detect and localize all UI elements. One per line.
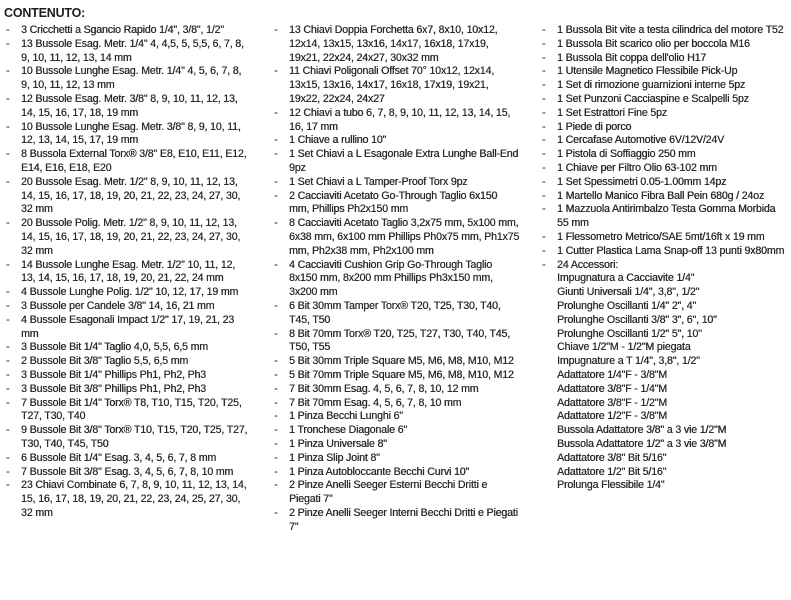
list-item (272, 369, 520, 383)
list-item-text: Prolunghe Oscillanti 1/2" 5", 10" (557, 327, 702, 340)
dash-bullet-icon: - (6, 24, 10, 36)
list-item (4, 479, 252, 520)
dash-bullet-icon: - (542, 175, 546, 188)
dash-bullet-icon: - (542, 230, 546, 243)
list-item (272, 148, 520, 176)
list-item-text: 24 Accessori: (557, 258, 619, 271)
dash-bullet-icon: - (6, 120, 10, 133)
list-item-text: 1 Set Spessimetri 0.05-1.00mm 14pz (557, 175, 727, 188)
list-item-text: 2 Bussole Bit 3/8" Taglio 5,5, 6,5 mm (21, 355, 189, 368)
list-item-text: Adattatore 3/8"F - 1/4"M (557, 382, 667, 395)
list-item-text: Prolunghe Oscillanti 3/8" 3", 6", 10" (557, 313, 717, 326)
list-item (540, 203, 788, 231)
list-item (540, 272, 788, 286)
list-item (540, 134, 788, 148)
dash-bullet-icon: - (274, 24, 278, 36)
dash-bullet-icon: - (274, 134, 278, 147)
list-item-text: 3 Bussole Bit 1/4" Phillips Ph1, Ph2, Ph3 (21, 368, 206, 381)
dash-bullet-icon: - (274, 189, 278, 202)
dash-bullet-icon: - (274, 368, 278, 381)
list-item (4, 452, 252, 466)
dash-bullet-icon: - (6, 258, 10, 271)
dash-bullet-icon: - (6, 355, 10, 368)
list-item-text: Adattatore 1/2"F - 3/8"M (557, 410, 667, 423)
dash-bullet-icon: - (6, 175, 10, 188)
list-item-text: Bussola Adattatore 1/2" a 3 vie 3/8"M (557, 437, 727, 450)
dash-bullet-icon: - (6, 368, 10, 381)
list-item (4, 24, 252, 38)
list-item-text: 12 Chiavi a tubo 6, 7, 8, 9, 10, 11, 12, 13, 14, 15, 16, 17 mm (289, 106, 511, 133)
list-item (4, 286, 252, 300)
list-item (4, 314, 252, 342)
dash-bullet-icon: - (6, 313, 10, 326)
list-item (540, 176, 788, 190)
list-item (272, 176, 520, 190)
list-item-text: 6 Bit 30mm Tamper Torx® T20, T25, T30, T40, T45, T50 (289, 299, 501, 326)
list-item (272, 355, 520, 369)
dash-bullet-icon: - (6, 286, 10, 299)
list-item (540, 341, 788, 355)
list-item (540, 38, 788, 52)
list-item (540, 300, 788, 314)
content-columns (4, 24, 788, 534)
list-item-text: 2 Pinze Anelli Seeger Esterni Becchi Dritti e Piegati 7" (289, 479, 488, 506)
list-item-text: 6 Bussole Bit 1/4" Esag. 3, 4, 5, 6, 7, 8 mm (21, 451, 217, 464)
dash-bullet-icon: - (542, 189, 546, 202)
list-item-text: 8 Cacciaviti Acetato Taglio 3,2x75 mm, 5x100 mm, 6x38 mm, 6x100 mm Phillips Ph0x75 mm, Ph1x75 mm, Ph2x38 mm, Ph2x100 mm (289, 217, 520, 257)
column-2 (272, 24, 520, 534)
dash-bullet-icon: - (542, 79, 546, 92)
list-item (540, 121, 788, 135)
list-item-text: 14 Bussole Lunghe Esag. Metr. 1/2" 10, 11, 12, 13, 14, 15, 16, 17, 18, 19, 20, 21, 22, 24 mm (21, 258, 235, 285)
list-item (540, 148, 788, 162)
list-item (540, 231, 788, 245)
list-item-text: Prolunga Flessibile 1/4" (557, 479, 665, 492)
list-item (540, 438, 788, 452)
dash-bullet-icon: - (274, 299, 278, 312)
list-item-text: 11 Chiavi Poligonali Offset 70° 10x12, 12x14, 13x15, 13x16, 14x17, 16x18, 17x19, 19x21, 19x22, 22x24, 24x27 (289, 65, 494, 105)
dash-bullet-icon: - (274, 355, 278, 368)
dash-bullet-icon: - (6, 37, 10, 50)
list-item (272, 397, 520, 411)
list-item (4, 383, 252, 397)
list-item-text: 1 Flessometro Metrico/SAE 5mt/16ft x 19 mm (557, 230, 765, 243)
list-item (272, 217, 520, 258)
list-item-text: 1 Pinza Universale 8" (289, 437, 387, 450)
list-item-text: 1 Pistola di Soffiaggio 250 mm (557, 148, 696, 161)
list-item (272, 107, 520, 135)
dash-bullet-icon: - (542, 65, 546, 78)
list-item (540, 355, 788, 369)
list-item (4, 466, 252, 480)
dash-bullet-icon: - (6, 382, 10, 395)
list-item-text: Giunti Universali 1/4", 3,8", 1/2" (557, 286, 700, 299)
list-item-text: 1 Set Punzoni Cacciaspine e Scalpelli 5pz (557, 92, 749, 105)
list-item (4, 65, 252, 93)
list-item-text: 1 Utensile Magnetico Flessibile Pick-Up (557, 65, 738, 78)
list-item-text: 7 Bussole Bit 3/8" Esag. 3, 4, 5, 6, 7, 8, 10 mm (21, 465, 234, 478)
list-item-text: Adattatore 1/4"F - 3/8"M (557, 368, 667, 381)
list-item (272, 65, 520, 106)
list-item-text: 4 Bussole Esagonali Impact 1/2" 17, 19, 21, 23 mm (21, 313, 234, 340)
dash-bullet-icon: - (274, 382, 278, 395)
dash-bullet-icon: - (274, 465, 278, 478)
dash-bullet-icon: - (274, 217, 278, 230)
list-item-text: 1 Bussola Bit vite a testa cilindrica del motore T52 (557, 24, 784, 36)
list-item (540, 328, 788, 342)
dash-bullet-icon: - (6, 465, 10, 478)
dash-bullet-icon: - (542, 51, 546, 64)
list-item (540, 190, 788, 204)
list-item (272, 190, 520, 218)
list-item-text: 3 Cricchetti a Sgancio Rapido 1/4", 3/8", 1/2" (21, 24, 224, 36)
list-item (540, 286, 788, 300)
list-item-text: 1 Martello Manico Fibra Ball Pein 680g / 24oz (557, 189, 765, 202)
list-item-text: 1 Set Estrattori Fine 5pz (557, 106, 667, 119)
list-item-text: Prolunghe Oscillanti 1/4" 2", 4" (557, 299, 696, 312)
list-item-text: Bussola Adattatore 3/8" a 3 vie 1/2"M (557, 424, 727, 437)
list-item-text: 20 Bussole Polig. Metr. 1/2" 8, 9, 10, 11, 12, 13, 14, 15, 16, 17, 18, 19, 20, 21, 22, 23, 24, 27, 30, 32 mm (21, 217, 241, 257)
list-item (272, 424, 520, 438)
dash-bullet-icon: - (542, 120, 546, 133)
dash-bullet-icon: - (542, 24, 546, 36)
dash-bullet-icon: - (542, 148, 546, 161)
list-item-text: Adattatore 3/8" Bit 5/16" (557, 451, 667, 464)
list-item-text: 20 Bussole Esag. Metr. 1/2" 8, 9, 10, 11, 12, 13, 14, 15, 16, 17, 18, 19, 20, 21, 22, 23, 24, 27, 30, 32 mm (21, 175, 241, 216)
list-item (272, 259, 520, 300)
list-item-text: 1 Pinza Autobloccante Becchi Curvi 10" (289, 465, 470, 478)
list-item-text: Adattatore 3/8"F - 1/2"M (557, 396, 667, 409)
list-item-text: Impugnature a T 1/4", 3,8", 1/2" (557, 355, 700, 368)
column-3 (540, 24, 788, 534)
dash-bullet-icon: - (274, 106, 278, 119)
dash-bullet-icon: - (542, 106, 546, 119)
list-item-text: 1 Cutter Plastica Lama Snap-off 13 punti 9x80mm (557, 244, 785, 257)
list-item (272, 300, 520, 328)
dash-bullet-icon: - (274, 175, 278, 188)
dash-bullet-icon: - (274, 258, 278, 271)
list-item (540, 383, 788, 397)
list-item (4, 424, 252, 452)
list-item (540, 245, 788, 259)
page-title: CONTENUTO: (4, 6, 86, 20)
list-item (540, 93, 788, 107)
list-item-text: 13 Chiavi Doppia Forchetta 6x7, 8x10, 10x12, 12x14, 13x15, 13x16, 14x17, 16x18, 17x19, 19x21, 22x24, 24x27, 30x32 mm (289, 24, 498, 64)
column-1 (4, 24, 252, 534)
list-item (540, 162, 788, 176)
list-item (540, 259, 788, 273)
list-item (540, 410, 788, 424)
list-item (4, 341, 252, 355)
list-item-text: 1 Piede di porco (557, 120, 632, 133)
dash-bullet-icon: - (542, 134, 546, 147)
list-item-text: 8 Bit 70mm Torx® T20, T25, T27, T30, T40, T45, T50, T55 (289, 327, 510, 354)
dash-bullet-icon: - (542, 203, 546, 216)
dash-bullet-icon: - (274, 451, 278, 464)
list-item-text: 9 Bussole Bit 3/8" Torx® T10, T15, T20, T25, T27, T30, T40, T45, T50 (21, 424, 248, 450)
list-item-text: 13 Bussole Esag. Metr. 1/4" 4, 4,5, 5, 5,5, 6, 7, 8, 9, 10, 11, 12, 13, 14 mm (21, 37, 244, 64)
list-item-text: 2 Cacciaviti Acetato Go-Through Taglio 6x150 mm, Phillips Ph2x150 mm (289, 189, 498, 216)
list-item-text: 3 Bussole Bit 1/4" Taglio 4,0, 5,5, 6,5 mm (21, 341, 208, 354)
list-item (272, 410, 520, 424)
list-item (4, 148, 252, 176)
dash-bullet-icon: - (274, 479, 278, 492)
list-item (272, 134, 520, 148)
list-item (4, 38, 252, 66)
list-item (540, 52, 788, 66)
list-item-text: 5 Bit 70mm Triple Square M5, M6, M8, M10, M12 (289, 368, 514, 381)
dash-bullet-icon: - (274, 410, 278, 423)
list-item (4, 176, 252, 217)
list-item (272, 24, 520, 65)
list-item (272, 452, 520, 466)
list-item-text: 1 Set Chiavi a L Esagonale Extra Lunghe Ball-End 9pz (289, 148, 519, 174)
list-item (540, 314, 788, 328)
list-item-text: 8 Bussola External Torx® 3/8" E8, E10, E11, E12, E14, E16, E18, E20 (21, 148, 247, 174)
list-item (272, 466, 520, 480)
dash-bullet-icon: - (6, 341, 10, 354)
dash-bullet-icon: - (6, 396, 10, 409)
list-item (540, 107, 788, 121)
list-item-text: 7 Bit 30mm Esag. 4, 5, 6, 7, 8, 10, 12 mm (289, 382, 479, 395)
list-item-text: 1 Tronchese Diagonale 6" (289, 424, 407, 437)
list-item (540, 24, 788, 38)
list-item (272, 438, 520, 452)
list-item (272, 479, 520, 507)
list-item-text: 10 Bussole Lunghe Esag. Metr. 1/4" 4, 5, 6, 7, 8, 9, 10, 11, 12, 13 mm (21, 65, 242, 92)
dash-bullet-icon: - (542, 258, 546, 271)
dash-bullet-icon: - (6, 451, 10, 464)
list-item-text: 1 Set di rimozione guarnizioni interne 5pz (557, 79, 746, 92)
list-item-text: 7 Bussole Bit 1/4" Torx® T8, T10, T15, T20, T25, T27, T30, T40 (21, 396, 242, 423)
list-item-text: Chiave 1/2"M - 1/2"M piegata (557, 341, 691, 354)
dash-bullet-icon: - (274, 506, 278, 519)
list-item-text: 1 Chiave a rullino 10" (289, 134, 387, 147)
list-item-text: 1 Pinza Becchi Lunghi 6" (289, 410, 403, 423)
list-item-text: Impugnatura a Cacciavite 1/4" (557, 272, 695, 285)
dash-bullet-icon: - (6, 479, 10, 492)
dash-bullet-icon: - (274, 327, 278, 340)
list-item-text: 4 Cacciaviti Cushion Grip Go-Through Taglio 8x150 mm, 8x200 mm Phillips Ph3x150 mm, 3x200 mm (289, 258, 493, 299)
list-item (540, 466, 788, 480)
list-item-text: 1 Cercafase Automotive 6V/12V/24V (557, 134, 725, 147)
list-item (272, 383, 520, 397)
list-item-text: 12 Bussole Esag. Metr. 3/8" 8, 9, 10, 11, 12, 13, 14, 15, 16, 17, 18, 19 mm (21, 92, 238, 119)
list-item (4, 369, 252, 383)
list-item (272, 507, 520, 535)
dash-bullet-icon: - (6, 217, 10, 230)
list-item (540, 79, 788, 93)
list-item-text: 3 Bussole per Candele 3/8" 14, 16, 21 mm (21, 299, 215, 312)
dash-bullet-icon: - (6, 148, 10, 161)
dash-bullet-icon: - (542, 37, 546, 50)
dash-bullet-icon: - (274, 65, 278, 78)
list-item (540, 479, 788, 493)
list-item (540, 424, 788, 438)
dash-bullet-icon: - (542, 244, 546, 257)
dash-bullet-icon: - (6, 299, 10, 312)
dash-bullet-icon: - (274, 424, 278, 437)
list-item-text: 10 Bussole Lunghe Esag. Metr. 3/8" 8, 9, 10, 11, 12, 13, 14, 15, 17, 19 mm (21, 120, 241, 147)
dash-bullet-icon: - (6, 65, 10, 78)
list-item-text: 4 Bussole Lunghe Polig. 1/2" 10, 12, 17, 19 mm (21, 286, 239, 299)
dash-bullet-icon: - (542, 92, 546, 105)
list-item-text: 3 Bussole Bit 3/8" Phillips Ph1, Ph2, Ph3 (21, 382, 206, 395)
dash-bullet-icon: - (274, 148, 278, 161)
dash-bullet-icon: - (542, 161, 546, 174)
list-item (540, 397, 788, 411)
list-item (4, 121, 252, 149)
dash-bullet-icon: - (274, 396, 278, 409)
list-item (4, 217, 252, 258)
list-item (4, 300, 252, 314)
list-item-text: 1 Chiave per Filtro Olio 63-102 mm (557, 161, 717, 174)
list-item-text: 23 Chiavi Combinate 6, 7, 8, 9, 10, 11, 12, 13, 14, 15, 16, 17, 18, 19, 20, 21, 22, 23, 24, 25, 27, 30, 32 mm (21, 479, 247, 519)
list-item (540, 452, 788, 466)
list-item-text: 1 Set Chiavi a L Tamper-Proof Torx 9pz (289, 175, 468, 188)
list-item-text: 2 Pinze Anelli Seeger Interni Becchi Dritti e Piegati 7" (289, 506, 518, 533)
list-item (4, 355, 252, 369)
dash-bullet-icon: - (6, 92, 10, 105)
list-item (540, 369, 788, 383)
list-item (4, 259, 252, 287)
list-item (4, 93, 252, 121)
list-item (4, 397, 252, 425)
dash-bullet-icon: - (274, 437, 278, 450)
list-item-text: 1 Mazzuola Antirimbalzo Testa Gomma Morbida 55 mm (557, 203, 776, 230)
list-item-text: 1 Bussola Bit scarico olio per boccola M16 (557, 37, 750, 50)
list-item-text: 1 Pinza Slip Joint 8" (289, 451, 380, 464)
list-item-text: 1 Bussola Bit coppa dell'olio H17 (557, 51, 707, 64)
list-item-text: 5 Bit 30mm Triple Square M5, M6, M8, M10, M12 (289, 355, 514, 368)
list-item-text: Adattatore 1/2" Bit 5/16" (557, 465, 667, 478)
list-item-text: 7 Bit 70mm Esag. 4, 5, 6, 7, 8, 10 mm (289, 396, 462, 409)
list-item (272, 328, 520, 356)
list-item (540, 65, 788, 79)
dash-bullet-icon: - (6, 424, 10, 437)
